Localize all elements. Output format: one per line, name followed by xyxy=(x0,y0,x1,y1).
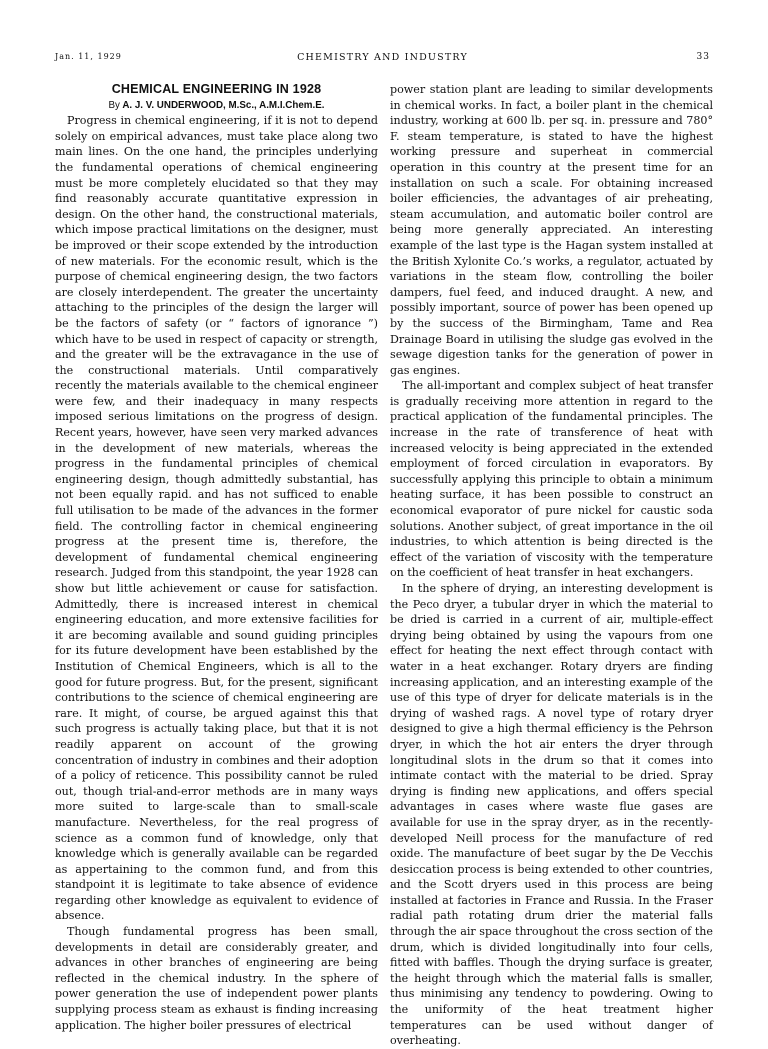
issue-date: Jan. 11, 1929 xyxy=(55,52,122,61)
paragraph-power-part1: Though fundamental progress has been small, developments in detail are considerably greater, and advances in other branches of engineering are being reflected in the chemical industry. In the sphere of power generation the use of independent power plants supplying process steam as exhaust is finding increasing application. The higher boiler pressures of electrical xyxy=(55,925,378,1032)
article-byline xyxy=(55,98,378,114)
paragraph-heat-transfer: The all-important and complex subject of heat transfer is gradually receiving more attention in regard to the practical application of the fundamental principles. The increase in the rate of transference of heat with increased velocity is being appreciated in the extended employment of forced circulation in evaporators. By successfully applying this principle to obtain a minimum heating surface, it has been possible to construct an economical evaporator of pure nickel for caustic soda solutions. Another subject, of great importance in the oil industries, to which attention is being directed is the effect of the variation of viscosity with the temperature on the coefficient of heat transfer in heat exchangers. xyxy=(390,379,713,580)
left-column xyxy=(55,82,378,1033)
paragraph-intro: Progress in chemical engineering, if it is not to depend solely on empirical advances, must take place along two main lines. On the one hand, the principles underlying the fundamental operations of chemical engineering must be more completely elucidated so that they may find reasonably accurate quantitative expression in design. On the other hand, the constructional materials, which impose practical limitations on the designer, must be improved or their scope extended by the introduction of new materials. For the economic result, which is the purpose of chemical engineering design, the two factors are closely interdependent. The greater the uncertainty attaching to the principles of the design the larger will be the factors of safety (or “ factors of ignorance ”) which have to be used in respect of capacity or strength, and the greater will be the extravagance in the use of the constructional materials. Until comparatively recently the materials available to the chemical engineer were few, and their inadequacy in many respects imposed serious limitations on the progress of design. Recent years, however, have seen very marked advances in the development of new materials, whereas the progress in the fundamental principles of chemical engineering design, though admittedly substantial, has not been equally rapid. and has not sufficed to enable full utilisation to be made of the advances in the former field. The controlling factor in chemical engineering progress at the present time is, therefore, the development of fundamental chemical engineering research. Judged from this standpoint, the year 1928 can show but little achievement or cause for satisfaction. Admittedly, there is increased interest in chemical engineering education, and more extensive facilities for it are becoming available and sound guiding principles for its future development have been established by the Institution of Chemical Engineers, which is all to the good for future progress. But, for the present, significant contributions to the science of chemical engineering are rare. It might, of course, be argued against this that such progress is actually taking place, but that it is not readily apparent on account of the growing concentration of industry in combines and their adoption of a policy of reticence. This possibility cannot be ruled out, though trial-and-error methods are in many ways more suited to large-scale than to small-scale manufacture. Nevertheless, for the real progress of science as a common fund of knowledge, only that knowledge which is generally available can be regarded as appertaining to the common fund, and from this standpoint it is legitimate to take absence of evidence regarding other knowledge as equivalent to evidence of absence. xyxy=(55,114,378,923)
paragraph-drying: In the sphere of drying, an interesting development is the Peco dryer, a tubular dryer in which the material to be dried is carried in a current of air, multiple-effect drying being obtained by using the vapours from one effect for heating the next effect through contact with water in a heat exchanger. Rotary dryers are finding increasing application, and an interesting example of the use of this type of dryer for delicate materials is in the drying of washed rags. A novel type of rotary dryer designed to give a high thermal efficiency is the Pehrson dryer, in which the hot air enters the dryer through longitudinal slots in the drum so that it comes into intimate contact with the material to be dried. Spray drying is finding new applications, and offers special advantages in cases where waste flue gases are available for use in the spray dryer, as in the recently-developed Neill process for the manufacture of red oxide. The manufacture of beet sugar by the De Vecchis desiccation process is being extended to other countries, and the Scott dryers used in this process are being installed at factories in France and Russia. In the Fraser radial path rotating drum drier the material falls through the air space throughout the cross section of the drum, which is divided longitudinally into four cells, fitted with baffles. Though the drying surface is greater, the height through which the material falls is smaller, thus minimising any tendency to powdering. Owing to the uniformity of the heat treatment higher temperatures can be used without danger of overheating. xyxy=(390,582,713,1048)
running-header xyxy=(55,52,710,68)
paragraph-power-part2: power station plant are leading to similar developments in chemical works. In fact, a boiler plant in the chemical industry, working at 600 lb. per sq. in. pressure and 780° F. steam temperature, is stated to have the highest working pressure and superheat in commercial operation in this country at the present time for an installation on such a scale. For obtaining increased boiler efficiencies, the advantages of air preheating, steam accumulation, and automatic boiler control are being more generally appreciated. An interesting example of the last type is the Hagan system installed at the British Xylonite Co.’s works, a regulator, actuated by variations in the steam flow, controlling the boiler dampers, fuel feed, and induced draught. A new, and possibly important, source of power has been opened up by the success of the Birmingham, Tame and Rea Drainage Board in utilising the sludge gas evolved in the sewage digestion tanks for the generation of power in gas engines. xyxy=(390,83,713,377)
right-column xyxy=(390,82,713,1049)
page-number: 33 xyxy=(696,52,710,62)
journal-title: CHEMISTRY AND INDUSTRY xyxy=(297,52,468,63)
byline-prefix: By xyxy=(108,99,120,111)
author-name: A. J. V. UNDERWOOD, M.Sc., A.M.I.Chem.E. xyxy=(122,99,325,111)
article-title: CHEMICAL ENGINEERING IN 1928 xyxy=(111,82,322,96)
